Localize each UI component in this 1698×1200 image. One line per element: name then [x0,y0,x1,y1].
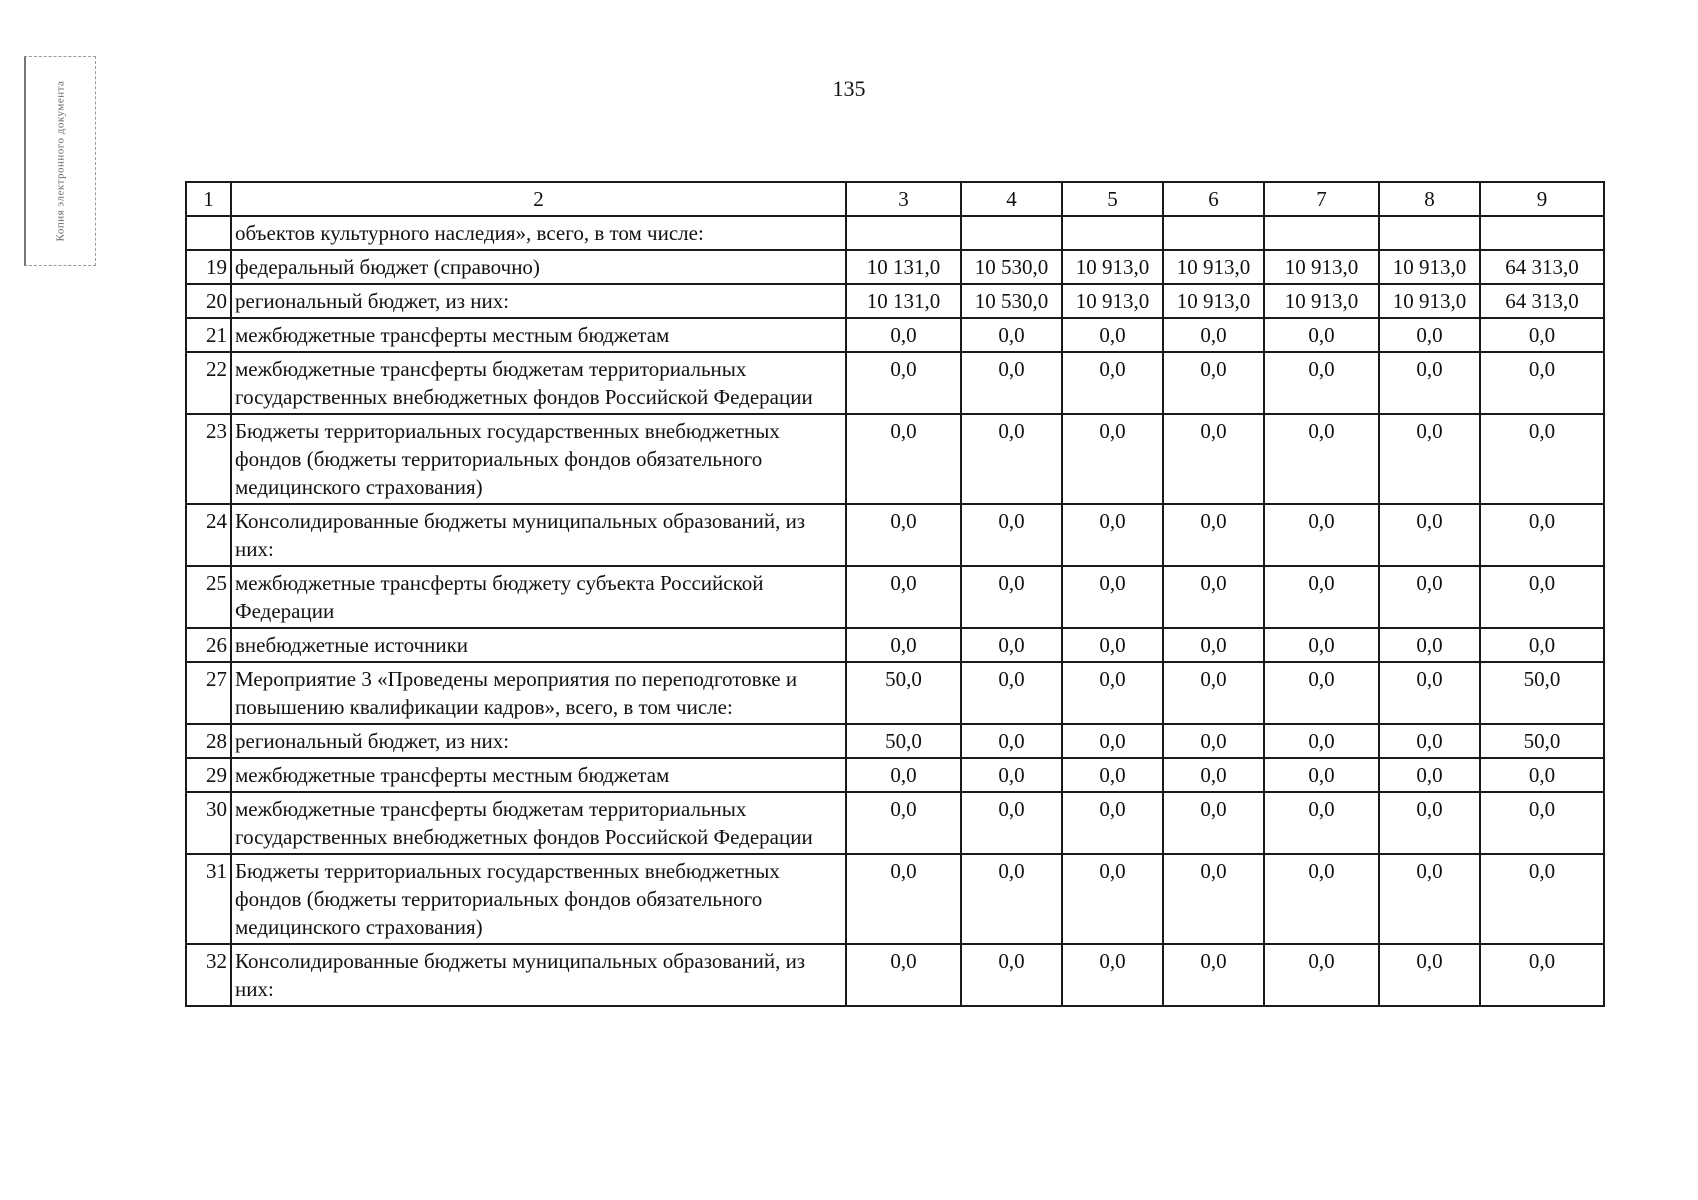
row-description: Бюджеты территориальных государственных внебюджетных фондов (бюджеты территориальных фондов обязательного медицинского страхования) [231,414,846,504]
row-number: 28 [186,724,231,758]
value-cell: 0,0 [1379,318,1480,352]
row-number: 20 [186,284,231,318]
row-description: Консолидированные бюджеты муниципальных образований, из них: [231,504,846,566]
value-cell: 10 913,0 [1264,284,1379,318]
column-header: 2 [231,182,846,216]
value-cell: 0,0 [1264,662,1379,724]
value-cell: 0,0 [1062,662,1163,724]
table-row [186,792,1604,854]
value-cell: 0,0 [1480,504,1604,566]
value-cell: 0,0 [961,318,1062,352]
value-cell: 0,0 [1264,414,1379,504]
row-description: межбюджетные трансферты местным бюджетам [231,318,846,352]
table-row [186,284,1604,318]
value-cell: 50,0 [1480,724,1604,758]
value-cell: 0,0 [1379,662,1480,724]
value-cell [1379,216,1480,250]
column-header: 8 [1379,182,1480,216]
row-number: 19 [186,250,231,284]
value-cell: 0,0 [1379,566,1480,628]
table-row [186,628,1604,662]
value-cell: 0,0 [1379,758,1480,792]
value-cell: 0,0 [1379,854,1480,944]
value-cell: 0,0 [1264,566,1379,628]
value-cell: 50,0 [1480,662,1604,724]
value-cell: 0,0 [1379,724,1480,758]
value-cell: 0,0 [961,566,1062,628]
value-cell: 0,0 [1163,566,1264,628]
table-row [186,318,1604,352]
row-description: Бюджеты территориальных государственных внебюджетных фондов (бюджеты территориальных фондов обязательного медицинского страхования) [231,854,846,944]
value-cell: 0,0 [961,792,1062,854]
value-cell: 0,0 [961,662,1062,724]
value-cell: 0,0 [1163,504,1264,566]
value-cell: 0,0 [1062,504,1163,566]
value-cell: 0,0 [1379,944,1480,1006]
value-cell: 0,0 [846,352,961,414]
value-cell: 0,0 [1264,944,1379,1006]
value-cell: 0,0 [1062,854,1163,944]
value-cell: 0,0 [1480,944,1604,1006]
value-cell: 10 131,0 [846,250,961,284]
value-cell: 0,0 [1264,854,1379,944]
value-cell: 64 313,0 [1480,250,1604,284]
table-row [186,352,1604,414]
value-cell: 0,0 [1480,318,1604,352]
row-description: региональный бюджет, из них: [231,724,846,758]
row-description: межбюджетные трансферты бюджету субъекта Российской Федерации [231,566,846,628]
stamp-text: Копия электронного документа [54,80,67,242]
row-description: внебюджетные источники [231,628,846,662]
value-cell: 0,0 [961,414,1062,504]
value-cell: 0,0 [1163,854,1264,944]
value-cell: 0,0 [1062,318,1163,352]
value-cell: 0,0 [1264,792,1379,854]
value-cell: 0,0 [961,504,1062,566]
header-row [186,182,1604,216]
value-cell: 0,0 [846,628,961,662]
value-cell: 0,0 [1264,318,1379,352]
row-description: межбюджетные трансферты бюджетам территориальных государственных внебюджетных фондов Российской Федерации [231,792,846,854]
value-cell: 0,0 [846,566,961,628]
column-header: 4 [961,182,1062,216]
table-body [186,216,1604,1006]
value-cell: 10 913,0 [1062,250,1163,284]
column-header: 3 [846,182,961,216]
value-cell: 0,0 [1062,352,1163,414]
value-cell: 0,0 [1480,352,1604,414]
value-cell: 0,0 [1062,414,1163,504]
value-cell: 0,0 [846,504,961,566]
value-cell: 50,0 [846,724,961,758]
value-cell: 0,0 [846,944,961,1006]
value-cell: 10 530,0 [961,250,1062,284]
value-cell [846,216,961,250]
value-cell: 0,0 [961,758,1062,792]
value-cell: 0,0 [1480,758,1604,792]
value-cell: 0,0 [1062,792,1163,854]
row-description: объектов культурного наследия», всего, в том числе: [231,216,846,250]
row-description: Мероприятие 3 «Проведены мероприятия по переподготовке и повышению квалификации кадров», всего, в том числе: [231,662,846,724]
row-number [186,216,231,250]
value-cell: 0,0 [846,414,961,504]
table-row [186,216,1604,250]
value-cell: 0,0 [1264,504,1379,566]
value-cell: 0,0 [1163,724,1264,758]
row-number: 22 [186,352,231,414]
value-cell: 10 913,0 [1379,250,1480,284]
value-cell: 0,0 [1062,628,1163,662]
column-header: 1 [186,182,231,216]
value-cell: 0,0 [1163,758,1264,792]
value-cell: 0,0 [1379,414,1480,504]
value-cell: 0,0 [1163,628,1264,662]
value-cell: 64 313,0 [1480,284,1604,318]
value-cell: 50,0 [846,662,961,724]
value-cell [1163,216,1264,250]
column-header: 9 [1480,182,1604,216]
budget-table [185,181,1605,1007]
value-cell [1062,216,1163,250]
value-cell: 0,0 [1062,944,1163,1006]
value-cell: 10 913,0 [1264,250,1379,284]
row-description: Консолидированные бюджеты муниципальных образований, из них: [231,944,846,1006]
value-cell: 0,0 [961,352,1062,414]
value-cell [961,216,1062,250]
value-cell: 0,0 [846,854,961,944]
row-number: 30 [186,792,231,854]
column-header: 7 [1264,182,1379,216]
value-cell: 10 913,0 [1163,284,1264,318]
value-cell: 0,0 [846,792,961,854]
value-cell: 0,0 [961,944,1062,1006]
value-cell: 0,0 [846,758,961,792]
value-cell: 0,0 [1163,792,1264,854]
value-cell: 0,0 [1379,792,1480,854]
value-cell: 0,0 [1163,352,1264,414]
value-cell: 0,0 [961,628,1062,662]
row-number: 23 [186,414,231,504]
table-row [186,566,1604,628]
value-cell: 0,0 [1163,662,1264,724]
value-cell: 10 913,0 [1163,250,1264,284]
value-cell: 10 530,0 [961,284,1062,318]
row-number: 29 [186,758,231,792]
value-cell: 0,0 [1062,566,1163,628]
table-row [186,758,1604,792]
value-cell [1480,216,1604,250]
value-cell: 10 913,0 [1379,284,1480,318]
page-number: 135 [832,76,866,101]
table-row [186,662,1604,724]
table-row [186,724,1604,758]
value-cell: 0,0 [1480,792,1604,854]
value-cell: 0,0 [1264,758,1379,792]
value-cell: 10 913,0 [1062,284,1163,318]
value-cell: 0,0 [1480,854,1604,944]
table-row [186,250,1604,284]
column-header: 5 [1062,182,1163,216]
column-header: 6 [1163,182,1264,216]
row-number: 32 [186,944,231,1006]
value-cell: 0,0 [1264,724,1379,758]
row-number: 21 [186,318,231,352]
row-description: межбюджетные трансферты бюджетам территориальных государственных внебюджетных фондов Российской Федерации [231,352,846,414]
value-cell: 0,0 [846,318,961,352]
value-cell: 0,0 [1379,628,1480,662]
value-cell: 0,0 [1163,414,1264,504]
table-row [186,854,1604,944]
row-description: федеральный бюджет (справочно) [231,250,846,284]
row-description: межбюджетные трансферты местным бюджетам [231,758,846,792]
row-description: региональный бюджет, из них: [231,284,846,318]
value-cell: 10 131,0 [846,284,961,318]
row-number: 26 [186,628,231,662]
value-cell: 0,0 [1480,628,1604,662]
row-number: 24 [186,504,231,566]
row-number: 31 [186,854,231,944]
table-row [186,414,1604,504]
value-cell: 0,0 [1163,944,1264,1006]
value-cell [1264,216,1379,250]
row-number: 27 [186,662,231,724]
table-row [186,944,1604,1006]
table-row [186,504,1604,566]
value-cell: 0,0 [1062,724,1163,758]
value-cell: 0,0 [1379,352,1480,414]
value-cell: 0,0 [1062,758,1163,792]
row-number: 25 [186,566,231,628]
value-cell: 0,0 [961,724,1062,758]
value-cell: 0,0 [1264,352,1379,414]
value-cell: 0,0 [1480,566,1604,628]
value-cell: 0,0 [1264,628,1379,662]
value-cell: 0,0 [1480,414,1604,504]
value-cell: 0,0 [961,854,1062,944]
value-cell: 0,0 [1163,318,1264,352]
value-cell: 0,0 [1379,504,1480,566]
